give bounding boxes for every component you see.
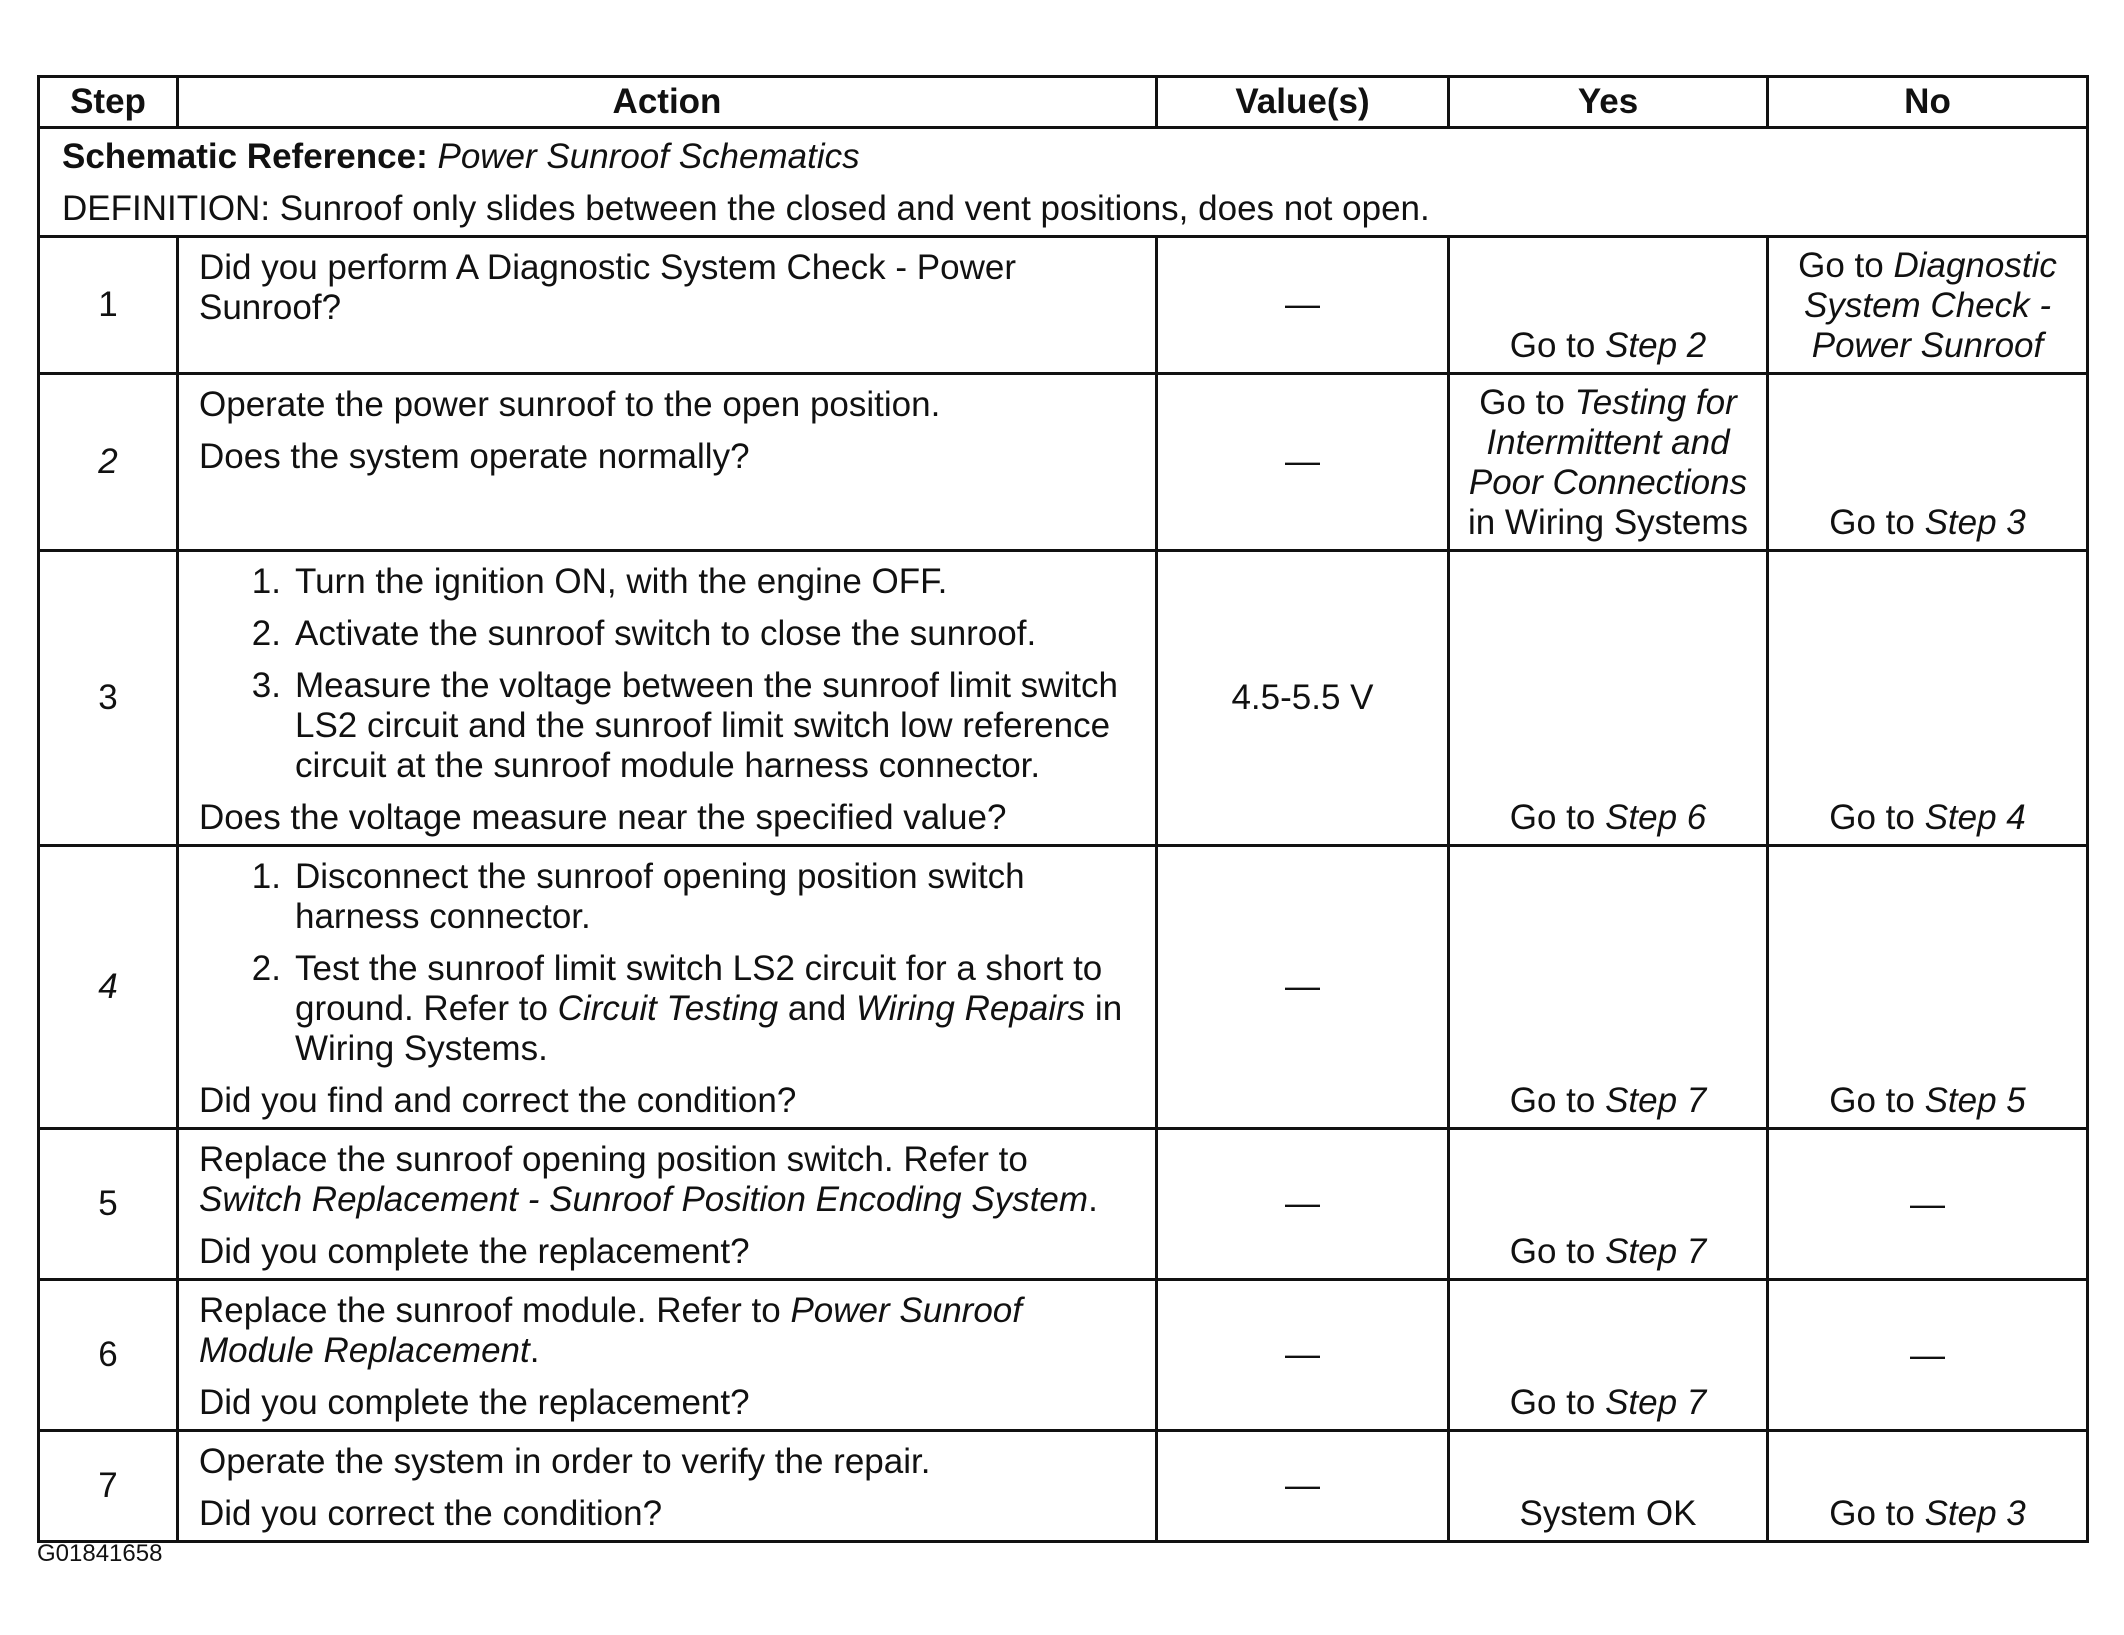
table-row-step-6 [39,1280,2088,1431]
action-text: Did you perform A Diagnostic System Check - Power Sunroof? [199,248,1016,327]
action-question: Did you correct the condition? [199,1494,663,1533]
table-row-step-3 [39,551,2088,846]
substep-text-part: Test the sunroof limit switch LS2 circuit for a short to ground. Refer to [295,949,1103,1028]
reference-cell [39,128,2088,237]
action-cell [178,846,1157,1129]
action-cell [178,237,1157,374]
header-no: No [1768,77,2088,128]
substep [229,562,1135,602]
no-cell [1768,374,2088,551]
no-prefix: Go to [1829,1494,1925,1533]
no-cell [1768,1431,2088,1542]
table-row-step-1 [39,237,2088,374]
yes-link[interactable]: Step 7 [1605,1232,1707,1271]
yes-cell [1449,551,1768,846]
no-prefix: Go to [1829,503,1925,542]
substep-number: 1. [251,857,281,896]
step-number: 5 [39,1129,178,1280]
substep-number: 2. [251,614,281,653]
definition: DEFINITION: Sunroof only slides between the closed and vent positions, does not open. [62,189,1430,228]
module-replacement-link[interactable]: Power Sunroof Module Replacement [199,1291,1022,1370]
no-prefix: Go to [1829,798,1925,837]
value-cell: — [1157,1431,1449,1542]
no-cell [1768,237,2088,374]
substep [229,857,1135,937]
yes-link[interactable]: Step 7 [1605,1081,1707,1120]
yes-link[interactable]: Testing for Intermittent and Poor Connections [1468,383,1748,502]
substep-text: Activate the sunroof switch to close the sunroof. [295,614,1037,653]
no-cell [1768,551,2088,846]
action-text: Operate the power sunroof to the open position. [199,385,941,424]
substep-text-part: in Wiring Systems. [295,989,1123,1068]
figure-id: G01841658 [37,1540,163,1567]
yes-cell [1449,1129,1768,1280]
action-text [199,1140,1135,1220]
diagnostic-table [37,75,2089,1543]
value-cell: — [1157,846,1449,1129]
no-cell [1768,846,2088,1129]
header-yes: Yes [1449,77,1768,128]
action-text-end: . [529,1331,540,1370]
action-text-part: Replace the sunroof module. Refer to [199,1291,791,1330]
action-text-end: . [1088,1180,1098,1219]
action-question: Did you complete the replacement? [199,1232,750,1271]
yes-cell: System OK [1449,1431,1768,1542]
no-prefix: Go to [1829,1081,1925,1120]
action-cell [178,374,1157,551]
yes-link[interactable]: Step 7 [1605,1383,1707,1422]
action-cell [178,1280,1157,1431]
schematic-link[interactable]: Power Sunroof Schematics [437,137,860,176]
value-cell: — [1157,237,1449,374]
step-number: 4 [39,846,178,1129]
yes-cell [1449,237,1768,374]
step-number: 7 [39,1431,178,1542]
yes-cell [1449,374,1768,551]
substep-number: 3. [251,666,281,705]
substep-list [199,857,1135,1069]
action-text: Operate the system in order to verify the repair. [199,1442,931,1481]
step-number: 6 [39,1280,178,1431]
value-cell: 4.5-5.5 V [1157,551,1449,846]
table-row-step-2 [39,374,2088,551]
schematic-reference [62,137,2064,177]
no-prefix: Go to [1798,246,1894,285]
yes-prefix: Go to [1509,1232,1606,1271]
table-row-step-5 [39,1129,2088,1280]
schematic-label: Schematic Reference: [62,137,428,176]
switch-replacement-link[interactable]: Switch Replacement - Sunroof Position Encoding System [199,1180,1089,1219]
step-number: 3 [39,551,178,846]
no-cell: — [1768,1280,2088,1431]
substep-text: Turn the ignition ON, with the engine OFF. [295,562,948,601]
yes-prefix: Go to [1509,1383,1606,1422]
substep-text-part: and [778,989,856,1028]
header-step: Step [39,77,178,128]
action-cell [178,1431,1157,1542]
yes-prefix: Go to [1509,1081,1606,1120]
header-values: Value(s) [1157,77,1449,128]
no-link[interactable]: Step 5 [1924,1081,2026,1120]
action-question: Did you complete the replacement? [199,1383,750,1422]
substep [229,949,1135,1069]
action-question: Does the voltage measure near the specified value? [199,798,1007,837]
wiring-repairs-link[interactable]: Wiring Repairs [855,989,1086,1028]
yes-prefix: Go to [1479,383,1575,422]
substep-text: Measure the voltage between the sunroof limit switch LS2 circuit and the sunroof limit switch low reference circuit at the sunroof module harness connector. [295,666,1118,785]
no-cell: — [1768,1129,2088,1280]
substep-number: 2. [251,949,281,988]
action-question: Does the system operate normally? [199,437,750,476]
substep [229,666,1135,786]
yes-prefix: Go to [1509,326,1606,365]
substep-number: 1. [251,562,281,601]
value-cell: — [1157,1129,1449,1280]
step-number: 1 [39,237,178,374]
action-cell [178,1129,1157,1280]
yes-cell [1449,846,1768,1129]
circuit-testing-link[interactable]: Circuit Testing [557,989,779,1028]
action-text-part: Replace the sunroof opening position switch. Refer to [199,1140,1028,1179]
action-cell [178,551,1157,846]
step-number: 2 [39,374,178,551]
yes-suffix: in Wiring Systems [1467,503,1749,542]
substep-text: Disconnect the sunroof opening position switch harness connector. [295,857,1025,936]
table-row-step-7 [39,1431,2088,1542]
substep-text [295,949,1135,1069]
action-text [199,1291,1135,1371]
yes-prefix: Go to [1509,798,1606,837]
substep-list [199,562,1135,786]
yes-cell [1449,1280,1768,1431]
value-cell: — [1157,374,1449,551]
table-row-step-4 [39,846,2088,1129]
no-link[interactable]: Step 4 [1924,798,2026,837]
action-question: Did you find and correct the condition? [199,1081,797,1120]
no-link[interactable]: Step 3 [1924,1494,2026,1533]
yes-link[interactable]: Step 2 [1605,326,1707,365]
header-action: Action [178,77,1157,128]
value-cell: — [1157,1280,1449,1431]
yes-link[interactable]: Step 6 [1605,798,1707,837]
reference-row [39,128,2088,237]
substep [229,614,1135,654]
no-link[interactable]: Diagnostic System Check - Power Sunroof [1804,246,2057,365]
no-link[interactable]: Step 3 [1924,503,2026,542]
header-row [39,77,2088,128]
